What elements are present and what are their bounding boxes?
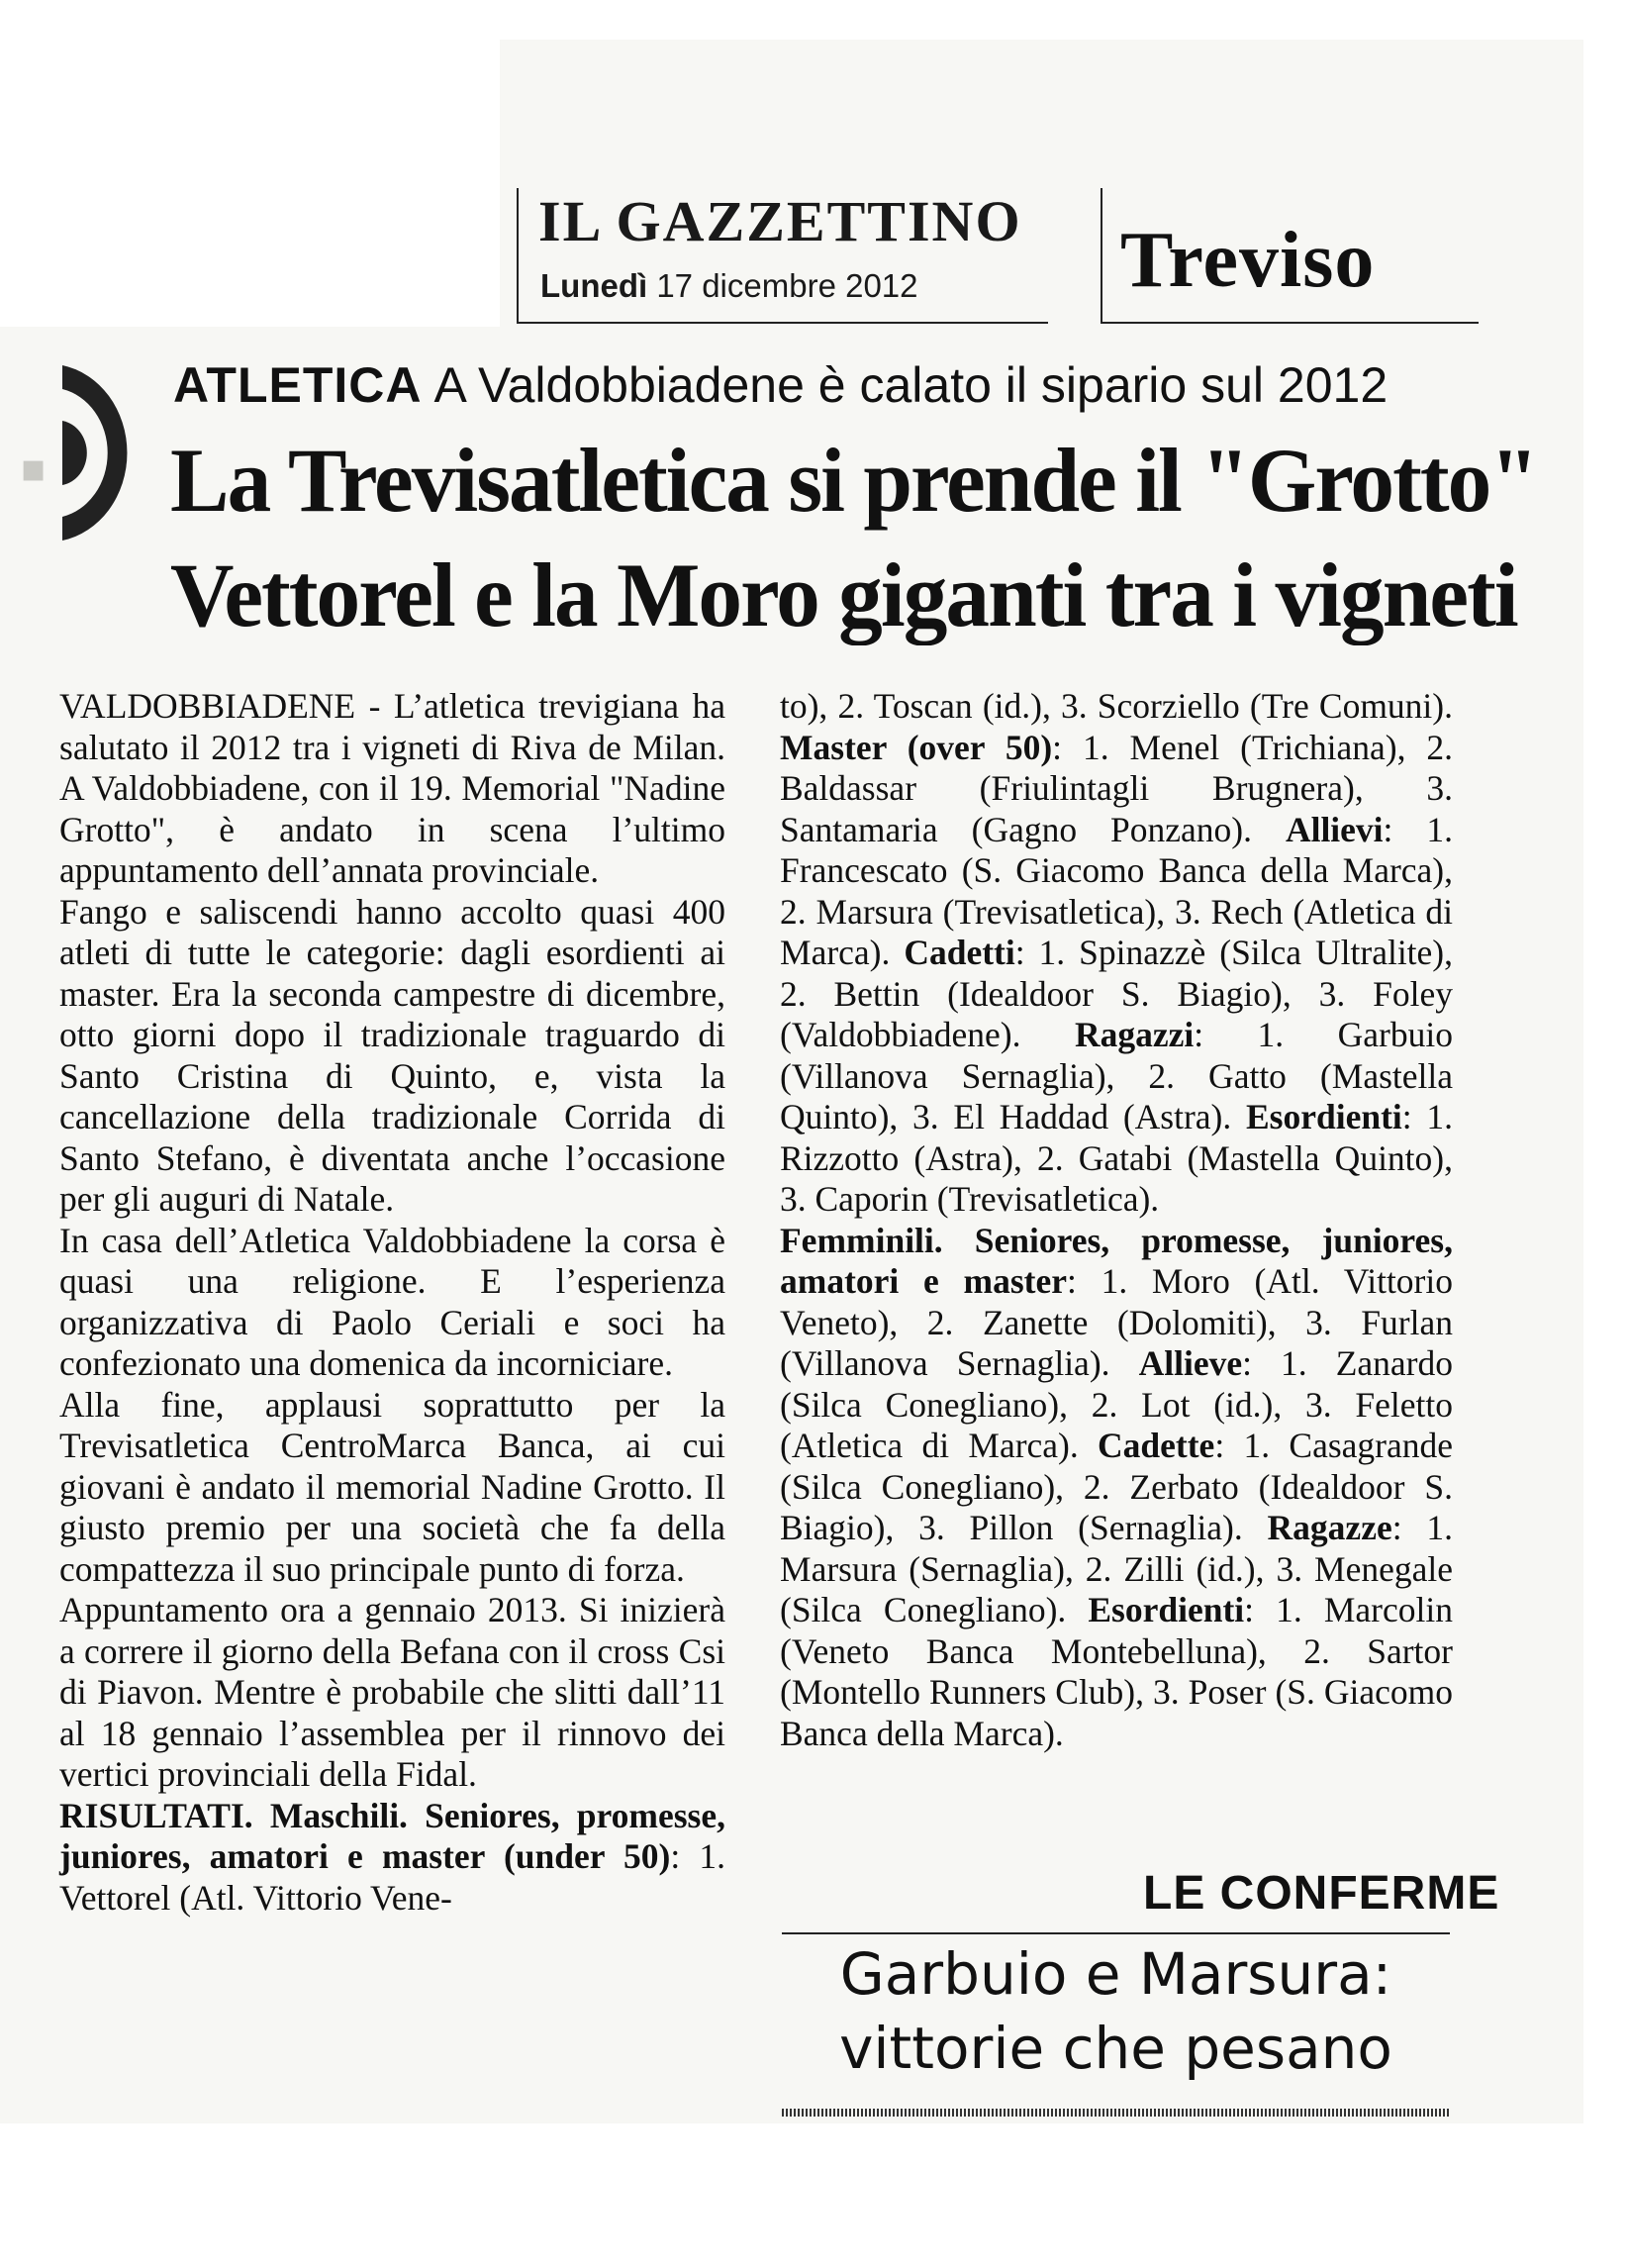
scan-margin — [1583, 0, 1628, 2268]
issue-weekday: Lunedì — [540, 267, 648, 304]
sidebar-label: LE CONFERME — [1143, 1867, 1500, 1920]
category-label: Esordienti — [1245, 1097, 1402, 1136]
sidebar-headline-line-2: vittorie che pesano — [839, 2015, 1392, 2082]
headline-line-2: Vettorel e la Moro giganti tra i vigneti — [170, 544, 1517, 645]
paragraph-winners: Alla fine, applausi soprattutto per la Trevisatletica CentroMarca Banca, ai cui giovani è andato il memorial Nadine Grotto. Il giusto premio per una società che fa della compattezza il suo principale punto di forza. — [59, 1384, 725, 1589]
category-label: Esordienti — [1088, 1590, 1245, 1629]
category-label: Master (over 50) — [780, 727, 1053, 767]
results-text: : 1. Rizzotto (Astra), 2. Gatabi (Mastella Quinto), 3. Caporin (Trevisatletica). — [780, 1097, 1453, 1219]
paragraph-race: Fango e saliscendi hanno accolto quasi 400 atleti di tutte le categorie: dagli esordienti ai master. Era la seconda campestre di dicembre, otto giorni dopo il tradizionale traguardo di Santo Cristina di Quinto, e, vista la cancellazione della tradizionale Corrida di Santo Stefano, è diventata anche l’occasione per gli auguri di Natale. — [59, 891, 725, 1219]
sidebar-headline-line-1: Garbuio e Marsura: — [839, 1940, 1392, 2008]
category-label: Cadette — [1098, 1426, 1215, 1465]
paragraph-results-start — [59, 1796, 725, 1920]
results-female — [780, 1221, 1453, 1755]
results-text: : 1. Spinazzè (Silca Ultralite), 2. Bettin (Idealdoor S. Biagio), 3. Foley (Valdobbiadene). — [780, 933, 1453, 1054]
results-text: : 1. Zanardo (Silca Conegliano), 2. Lot (id.), 3. Feletto (Atletica di Marca). — [780, 1343, 1453, 1465]
issue-date — [540, 267, 918, 305]
results-male — [780, 686, 1453, 1221]
article-column-right — [780, 686, 1453, 1754]
results-text: : 1. Garbuio (Villanova Sernaglia), 2. Gatto (Mastella Quinto), 3. El Haddad (Astra). — [780, 1015, 1453, 1136]
results-text: : 1. Casagrande (Silca Conegliano), 2. Zerbato (Idealdoor S. Biagio), 3. Pillon (Sernaglia). — [780, 1426, 1453, 1547]
category-label: Ragazzi — [1074, 1015, 1195, 1054]
category-label: Cadetti — [904, 933, 1015, 972]
results-text: : 1. Francescato (S. Giacomo Banca della Marca), 2. Marsura (Trevisatletica), 3. Rech (Atletica di Marca). — [780, 809, 1453, 972]
results-text: to), 2. Toscan (id.), 3. Scorziello (Tre Comuni). — [780, 686, 1453, 726]
paragraph-organizers: In casa dell’Atletica Valdobbiadene la corsa è quasi una religione. E l’esperienza organizzativa di Paolo Ceriali e soci ha confezionato una domenica da incorniciare. — [59, 1220, 725, 1383]
kicker-section-label: ATLETICA — [173, 357, 423, 413]
paragraph-intro: VALDOBBIADENE - L’atletica trevigiana ha salutato il 2012 tra i vigneti di Riva de Milan. A Valdobbiadene, con il 19. Memorial "Nadine Grotto", è andato in scena l’ultimo appuntamento dell’annata provinciale. — [59, 686, 725, 890]
results-text: : 1. Marsura (Sernaglia), 2. Zilli (id.), 3. Menegale (Silca Conegliano). — [780, 1508, 1453, 1629]
results-text: : 1. Menel (Trichiana), 2. Baldassar (Friulintagli Brugnera), 3. Santamaria (Gagno Ponzano). — [780, 727, 1454, 849]
sidebar-divider — [782, 1932, 1450, 1934]
bottom-divider — [782, 2109, 1450, 2117]
results-text: : 1. Vettorel (Atl. Vittorio Vene- — [59, 1836, 725, 1918]
results-text: : 1. Moro (Atl. Vittorio Veneto), 2. Zanette (Dolomiti), 3. Furlan (Villanova Sernaglia). — [780, 1261, 1453, 1383]
masthead — [517, 188, 1048, 324]
article-kicker — [173, 356, 1388, 414]
results-heading: RISULTATI. Maschili. Seniores, promesse, juniores, amatori e master (under 50) — [59, 1795, 725, 1876]
edition-name: Treviso — [1120, 217, 1376, 304]
issue-date-rest: 17 dicembre 2012 — [647, 267, 918, 304]
category-label: Ragazze — [1267, 1508, 1392, 1547]
category-label: Allievi — [1285, 809, 1384, 849]
bleed-through-mark: ▪ — [20, 445, 48, 491]
results-text: : 1. Marcolin (Veneto Banca Montebelluna), 2. Sartor (Montello Runners Club), 3. Poser (S. Giacomo Banca della Marca). — [780, 1590, 1453, 1753]
article-column-left — [59, 686, 725, 1919]
category-label: Femminili. Seniores, promesse, juniores, amatori e master — [780, 1220, 1453, 1301]
paragraph-next-event: Appuntamento ora a gennaio 2013. Si inizierà a correre il giorno della Befana con il cross Csi di Piavon. Mentre è probabile che slitti dall’11 al 18 gennaio l’assemblea per il rinnovo dei vertici provinciali della Fidal. — [59, 1590, 725, 1794]
headline-line-1: La Trevisatletica si prende il "Grotto" — [170, 430, 1537, 531]
edition-box — [1101, 188, 1479, 324]
section-logo-icon — [54, 361, 144, 544]
kicker-text: A Valdobbiadene è calato il sipario sul 2012 — [433, 357, 1389, 413]
category-label: Allieve — [1138, 1343, 1243, 1383]
newspaper-name: IL GAZZETTINO — [538, 189, 1022, 253]
